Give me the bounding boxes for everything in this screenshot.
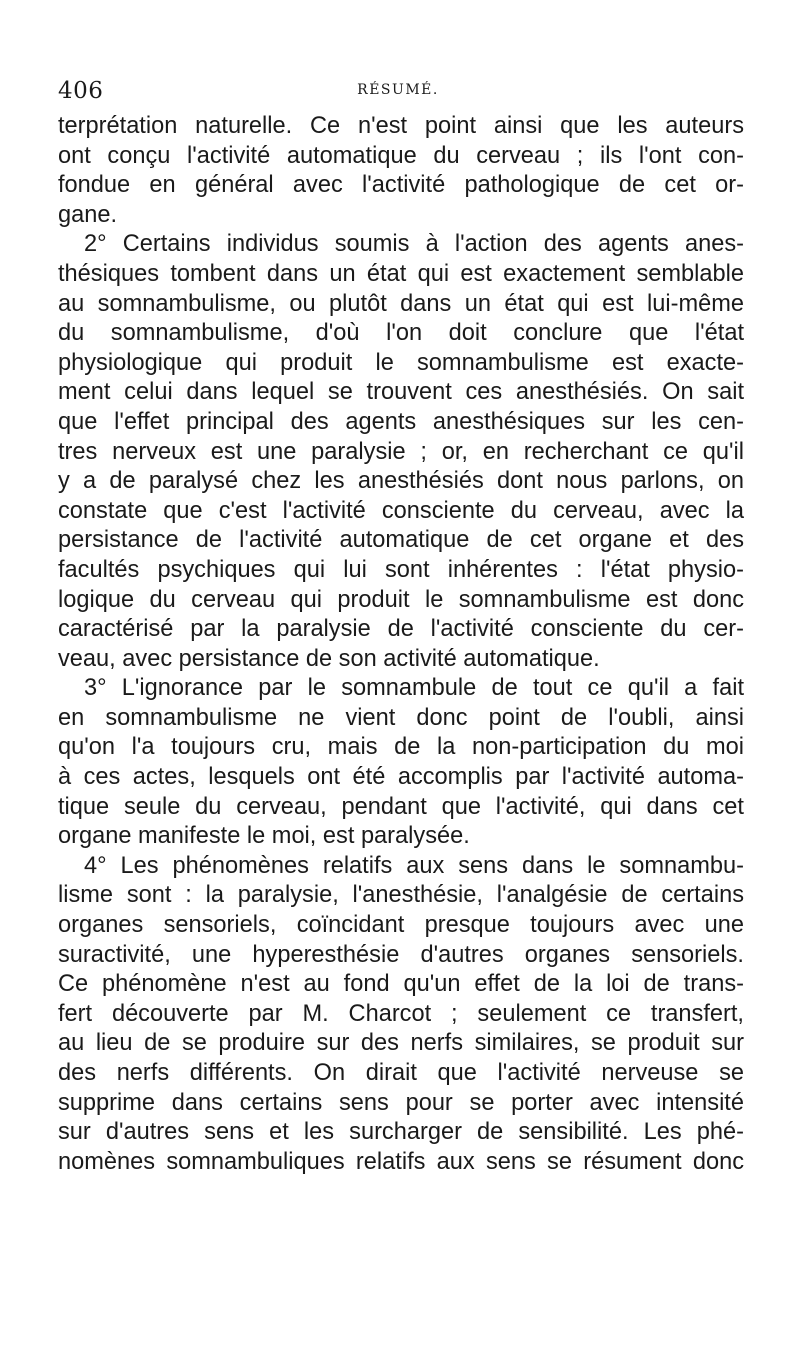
paragraph-3-start: 3° L'ignorance par le somnambule de tout ce qu'il a fait <box>84 675 744 702</box>
text-line: fondue en général avec l'activité pathologique de cet or- <box>58 172 744 199</box>
text-line: facultés psychiques qui lui sont inhérentes : l'état physio- <box>58 556 744 583</box>
text-line: que l'effet principal des agents anesthésiques sur les cen- <box>58 408 744 435</box>
text-line: du somnambulisme, d'où l'on doit conclure que l'état <box>58 320 744 347</box>
text-line: lisme sont : la paralysie, l'anesthésie, l'analgésie de certains <box>58 882 744 909</box>
text-line: ment celui dans lequel se trouvent ces anesthésiés. On sait <box>58 379 744 406</box>
text-line: veau, avec persistance de son activité automatique. <box>58 645 600 672</box>
text-line: sur d'autres sens et les surcharger de sensibilité. Les phé- <box>58 1119 744 1146</box>
text-line: physiologique qui produit le somnambulisme est exacte- <box>58 349 744 376</box>
body-text <box>58 112 744 1177</box>
text-line: thésiques tombent dans un état qui est exactement semblable <box>58 260 744 287</box>
text-line: organe manifeste le moi, est paralysée. <box>58 823 470 850</box>
text-line: y a de paralysé chez les anesthésiés dont nous parlons, on <box>58 468 744 495</box>
text-line: tres nerveux est une paralysie ; or, en recherchant ce qu'il <box>58 438 744 465</box>
text-line: suractivité, une hyperesthésie d'autres organes sensoriels. <box>58 941 744 968</box>
text-line: caractérisé par la paralysie de l'activité consciente du cer- <box>58 616 744 643</box>
text-line: terprétation naturelle. Ce n'est point ainsi que les auteurs <box>58 113 744 139</box>
text-line: qu'on l'a toujours cru, mais de la non-participation du moi <box>58 734 744 761</box>
text-line: à ces actes, lesquels ont été accomplis par l'activité automa- <box>58 764 744 791</box>
text-line: constate que c'est l'activité consciente du cerveau, avec la <box>58 497 744 524</box>
running-head: RÉSUMÉ. <box>357 82 439 98</box>
text-line: gane. <box>58 201 118 228</box>
text-line: supprime dans certains sens pour se porter avec intensité <box>58 1089 744 1116</box>
text-line: ont conçu l'activité automatique du cerveau ; ils l'ont con- <box>58 142 744 169</box>
page-header <box>58 78 738 106</box>
paragraph-2-start: 2° Certains individus soumis à l'action des agents anes- <box>84 231 744 258</box>
text-line: organes sensoriels, coïncidant presque toujours avec une <box>58 912 744 939</box>
text-line: tique seule du cerveau, pendant que l'activité, qui dans cet <box>58 793 744 820</box>
text-line: en somnambulisme ne vient donc point de l'oubli, ainsi <box>58 704 744 731</box>
paragraph-4-start: 4° Les phénomènes relatifs aux sens dans le somnambu- <box>84 852 744 879</box>
text-line: fert découverte par M. Charcot ; seulement ce transfert, <box>58 1000 744 1027</box>
text-line: nomènes somnambuliques relatifs aux sens se résument donc <box>58 1148 744 1175</box>
page-number: 406 <box>58 78 104 104</box>
text-line: logique du cerveau qui produit le somnambulisme est donc <box>58 586 744 613</box>
text-line: au lieu de se produire sur des nerfs similaires, se produit sur <box>58 1030 744 1057</box>
text-line: persistance de l'activité automatique de cet organe et des <box>58 527 744 554</box>
text-line: des nerfs différents. On dirait que l'activité nerveuse se <box>58 1060 744 1086</box>
text-line: Ce phénomène n'est au fond qu'un effet de la loi de trans- <box>58 971 744 998</box>
text-line: au somnambulisme, ou plutôt dans un état qui est lui-même <box>58 290 744 317</box>
